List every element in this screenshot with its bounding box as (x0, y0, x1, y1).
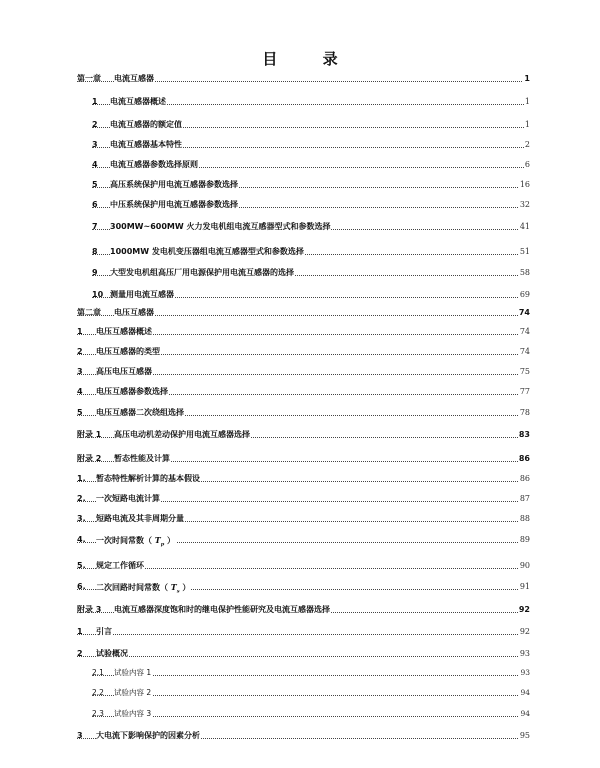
toc-entry-number: 2 (77, 649, 83, 658)
toc-entry[interactable] (0, 178, 600, 192)
toc-entry[interactable] (0, 158, 600, 172)
dot-leader (77, 656, 528, 657)
toc-entry-number: 2.1 (92, 668, 104, 677)
toc-entry-title-text: 测量用电流互感器 (110, 290, 174, 299)
time-constant-symbol: $T_p$ (152, 535, 165, 548)
toc-entry-number: 3 (77, 367, 83, 376)
toc-entry-page: 1 (523, 72, 530, 86)
dot-leader (92, 695, 528, 696)
toc-entry[interactable] (0, 492, 600, 506)
toc-entry-title-text: 暂态特性解析计算的基本假设 (96, 474, 200, 483)
toc-entry[interactable] (0, 345, 600, 359)
toc-entry-page: 86 (518, 452, 530, 466)
toc-entry[interactable] (0, 580, 600, 594)
toc-entry-page: 92 (519, 625, 530, 639)
toc-entry-title (96, 365, 153, 379)
toc-entry-title-text: 二次回路时间常数（ (96, 583, 168, 592)
toc-entry-title (96, 325, 153, 339)
time-constant-symbol: $T_s$ (168, 582, 180, 595)
toc-entry-title-text: 电流互感器参数选择原则 (110, 160, 198, 169)
toc-entry-page: 58 (519, 266, 530, 280)
toc-entry-title-text: 大电流下影响保护的因素分析 (96, 731, 200, 740)
toc-entry-number: 1 (92, 97, 98, 106)
toc-entry-title (96, 580, 191, 599)
toc-entry-page: 69 (519, 288, 530, 302)
toc-entry[interactable] (0, 365, 600, 379)
toc-entry-page: 93 (519, 666, 530, 680)
toc-entry-title-text: 规定工作循环 (96, 561, 144, 570)
toc-entry-title-text: 电压互感器概述 (96, 327, 152, 336)
toc-entry-number: 10 (92, 290, 104, 299)
toc-entry-page: 74 (518, 306, 530, 320)
toc-entry[interactable] (0, 707, 600, 721)
toc-entry-number: 附录 2 (77, 454, 102, 463)
toc-entry-number: 7 (92, 222, 98, 231)
toc-entry-number: 4. (77, 535, 86, 544)
toc-entry-title-suffix: ） (167, 536, 176, 545)
toc-entry[interactable] (0, 266, 600, 280)
toc-entry-number: 9 (92, 268, 98, 277)
toc-entry[interactable] (0, 452, 600, 466)
toc-entry-title (110, 138, 183, 152)
toc-entry-title-text: 中压系统保护用电流互感器参数选择 (110, 200, 238, 209)
toc-entry-page: 32 (519, 198, 530, 212)
toc-entry[interactable] (0, 138, 600, 152)
toc-entry-number: 4 (77, 387, 83, 396)
toc-entry-number: 1 (77, 327, 83, 336)
toc-entry-title-text: 试验概况 (96, 649, 128, 658)
toc-entry[interactable] (0, 647, 600, 661)
toc-entry[interactable] (0, 406, 600, 420)
toc-entry-number: 2 (77, 347, 83, 356)
toc-entry-title-text: 高压电压互感器 (96, 367, 152, 376)
toc-entry[interactable] (0, 533, 600, 547)
toc-entry-page: 89 (519, 533, 530, 547)
toc-entry-title-text: 试验内容 1 (114, 668, 152, 677)
toc-entry[interactable] (0, 245, 600, 259)
toc-entry-title-text: 电压互感器的类型 (96, 347, 160, 356)
toc-entry-title (96, 729, 201, 743)
toc-entry-number: 2 (92, 120, 98, 129)
toc-entry-number: 3 (92, 140, 98, 149)
toc-entry-title (96, 345, 161, 359)
toc-entry-title-text: 一次时间常数（ (96, 536, 152, 545)
toc-entry-title (96, 559, 145, 573)
toc-title: 目 录 (262, 50, 358, 68)
toc-entry[interactable] (0, 625, 600, 639)
toc-entry-number: 6. (77, 582, 86, 591)
toc-entry-title (114, 666, 152, 680)
toc-entry-number: 1 (77, 627, 83, 636)
toc-entry-title-text: 暂态性能及计算 (114, 454, 170, 463)
toc-entry-title (96, 492, 161, 506)
toc-entry-number: 2.3 (92, 709, 104, 718)
toc-entry[interactable] (0, 220, 600, 234)
toc-entry-title-text: 300MW~600MW 火力发电机组电流互感器型式和参数选择 (110, 222, 331, 231)
toc-entry-number: 3. (77, 514, 86, 523)
toc-entry-page: 94 (519, 707, 530, 721)
toc-entry-title (114, 686, 152, 700)
toc-entry-title (96, 512, 185, 526)
toc-entry-page: 88 (519, 512, 530, 526)
toc-entry-number: 6 (92, 200, 98, 209)
toc-entry[interactable] (0, 686, 600, 700)
toc-entry-page: 74 (519, 325, 530, 339)
toc-entry-title-text: 电流互感器深度饱和时的继电保护性能研究及电流互感器选择 (114, 605, 330, 614)
toc-entry[interactable] (0, 288, 600, 302)
toc-entry-page: 2 (524, 138, 530, 152)
toc-entry-page: 1 (524, 95, 530, 109)
toc-entry-title (110, 288, 175, 302)
toc-entry-page: 78 (519, 406, 530, 420)
toc-entry-title (114, 603, 331, 617)
toc-entry-page: 41 (519, 220, 530, 234)
toc-entry-page: 75 (519, 365, 530, 379)
toc-entry-title (110, 220, 331, 234)
toc-entry-title-text: 电压互感器参数选择 (96, 387, 168, 396)
dot-leader (92, 675, 528, 676)
toc-entry-page: 94 (519, 686, 530, 700)
toc-entry-title-suffix: ） (182, 583, 191, 592)
toc-entry-number: 4 (92, 160, 98, 169)
toc-entry-number: 5 (77, 408, 83, 417)
toc-entry-page: 92 (518, 603, 530, 617)
toc-entry-page: 93 (519, 647, 530, 661)
toc-entry[interactable] (0, 729, 600, 743)
toc-entry-number: 1. (77, 474, 86, 483)
toc-entry-title-text: 电压互感器 (114, 308, 154, 317)
toc-entry-title (96, 625, 113, 639)
toc-entry-title-text: 引言 (96, 627, 112, 636)
toc-entry[interactable] (0, 385, 600, 399)
toc-entry-page: 6 (524, 158, 530, 172)
toc-entry-number: 5 (92, 180, 98, 189)
toc-entry-title (96, 647, 129, 661)
toc-entry-title (114, 707, 152, 721)
dot-leader (92, 716, 528, 717)
toc-entry-title (110, 266, 295, 280)
toc-entry-title (114, 306, 155, 320)
toc-entry-title-text: 电流互感器基本特性 (110, 140, 182, 149)
toc-entry[interactable] (0, 512, 600, 526)
toc-entry-title-text: 电流互感器的额定值 (110, 120, 182, 129)
toc-entry-title (114, 72, 155, 86)
toc-entry-page: 91 (519, 580, 530, 594)
toc-entry-title-text: 高压电动机差动保护用电流互感器选择 (114, 430, 250, 439)
toc-entry[interactable] (0, 306, 600, 320)
toc-entry-title (114, 452, 171, 466)
toc-entry-title (96, 472, 201, 486)
toc-entry-number: 3 (77, 731, 83, 740)
dot-leader (77, 634, 528, 635)
toc-entry[interactable] (0, 472, 600, 486)
toc-entry-page: 51 (519, 245, 530, 259)
toc-entry[interactable] (0, 198, 600, 212)
toc-entry-page: 90 (519, 559, 530, 573)
toc-entry-title (110, 95, 167, 109)
toc-entry-title (96, 385, 169, 399)
toc-entry-number: 附录 1 (77, 430, 102, 439)
toc-entry-title-text: 试验内容 2 (114, 688, 152, 697)
toc-entry-title-text: 电流互感器概述 (110, 97, 166, 106)
toc-entry-number: 8 (92, 247, 98, 256)
toc-entry[interactable] (0, 325, 600, 339)
toc-entry-number: 2. (77, 494, 86, 503)
toc-entry[interactable] (0, 72, 600, 86)
toc-entry-title (110, 118, 183, 132)
toc-entry-title-text: 电压互感器二次绕组选择 (96, 408, 184, 417)
toc-entry-number: 2.2 (92, 688, 104, 697)
toc-entry-title-text: 1000MW 发电机变压器组电流互感器型式和参数选择 (110, 247, 304, 256)
toc-entry[interactable] (0, 118, 600, 132)
toc-entry[interactable] (0, 428, 600, 442)
toc-entry-page: 86 (519, 472, 530, 486)
toc-entry-title (110, 245, 305, 259)
toc-entry-page: 95 (519, 729, 530, 743)
toc-entry-page: 16 (519, 178, 530, 192)
toc-entry[interactable] (0, 95, 600, 109)
toc-entry-page: 83 (518, 428, 530, 442)
toc-entry-title (96, 533, 176, 552)
toc-entry-page: 74 (519, 345, 530, 359)
toc-entry-title-text: 大型发电机组高压厂用电源保护用电流互感器的选择 (110, 268, 294, 277)
toc-entry-number: 第一章 (77, 74, 101, 83)
toc-entry-title-text: 高压系统保护用电流互感器参数选择 (110, 180, 238, 189)
toc-entry[interactable] (0, 559, 600, 573)
toc-entry-number: 5. (77, 561, 86, 570)
toc-entry-number: 第二章 (77, 308, 101, 317)
toc-entry-title (96, 406, 185, 420)
toc-entry-page: 87 (519, 492, 530, 506)
toc-entry-title (110, 178, 239, 192)
toc-entry-title-text: 短路电流及其非周期分量 (96, 514, 184, 523)
toc-entry-page: 1 (524, 118, 530, 132)
toc-entry[interactable] (0, 666, 600, 680)
toc-entry-title-text: 试验内容 3 (114, 709, 152, 718)
toc-entry-title (110, 158, 199, 172)
toc-entry-title-text: 一次短路电流计算 (96, 494, 160, 503)
toc-entry[interactable] (0, 603, 600, 617)
toc-entry-title-text: 电流互感器 (114, 74, 154, 83)
toc-entry-page: 77 (519, 385, 530, 399)
toc-entry-title (110, 198, 239, 212)
toc-entry-title (114, 428, 251, 442)
toc-entry-number: 附录 3 (77, 605, 102, 614)
